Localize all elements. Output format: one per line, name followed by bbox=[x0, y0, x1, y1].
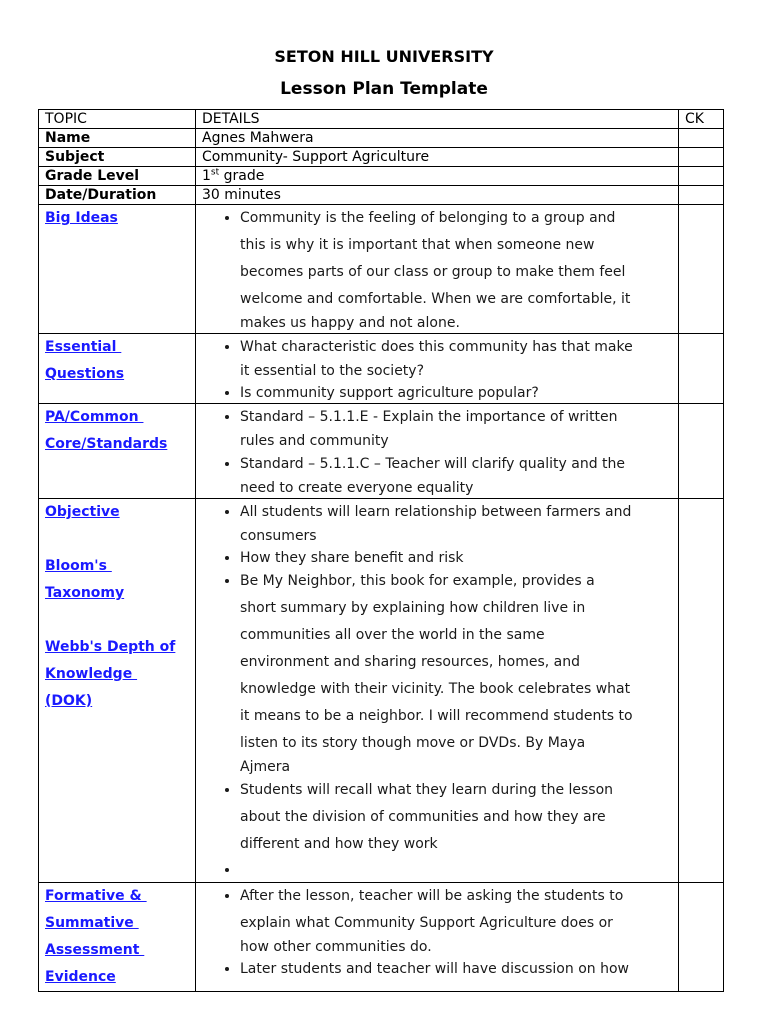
essential-questions-link[interactable] bbox=[45, 334, 195, 388]
subject-value: Community- Support Agriculture bbox=[196, 148, 679, 167]
objective-label-cell bbox=[39, 499, 196, 883]
row-duration bbox=[39, 186, 724, 205]
text-line: it means to be a neighbor. I will recommend students to bbox=[240, 708, 633, 724]
text-line: Ajmera bbox=[240, 759, 291, 775]
ck-cell bbox=[679, 167, 724, 186]
name-value: Agnes Mahwera bbox=[196, 129, 679, 148]
list-item bbox=[240, 777, 678, 858]
text-line: communities all over the world in the same bbox=[240, 627, 545, 643]
table-header-row bbox=[39, 110, 724, 129]
text-line: makes us happy and not alone. bbox=[240, 315, 460, 331]
big-ideas-link[interactable]: Big Ideas bbox=[45, 210, 118, 226]
text-line: need to create everyone equality bbox=[240, 480, 474, 496]
essential-details bbox=[196, 334, 679, 404]
ck-cell bbox=[679, 148, 724, 167]
list-item bbox=[240, 381, 678, 403]
ck-cell bbox=[679, 129, 724, 148]
text-line: about the division of communities and how they are bbox=[240, 809, 606, 825]
grade-value bbox=[196, 167, 679, 186]
header-details: DETAILS bbox=[196, 110, 679, 129]
text-line: environment and sharing resources, homes, and bbox=[240, 654, 580, 670]
blooms-taxonomy-link[interactable] bbox=[45, 553, 195, 607]
list-item bbox=[240, 499, 678, 546]
row-subject bbox=[39, 148, 724, 167]
row-assessment bbox=[39, 883, 724, 992]
ck-cell bbox=[679, 186, 724, 205]
duration-label: Date/Duration bbox=[39, 186, 196, 205]
text-line: • Standard – 5.1.1.E - Explain the importance of written bbox=[240, 409, 618, 425]
ck-cell bbox=[679, 404, 724, 499]
row-name bbox=[39, 129, 724, 148]
list-item-empty bbox=[240, 858, 678, 882]
name-label: Name bbox=[39, 129, 196, 148]
list-item bbox=[240, 205, 678, 333]
text-line: • Later students and teacher will have discussion on how bbox=[240, 961, 629, 977]
link-text: Knowledge bbox=[45, 666, 138, 682]
link-text: Bloom's bbox=[45, 558, 112, 574]
text-line: consumers bbox=[240, 528, 317, 544]
row-big-ideas bbox=[39, 205, 724, 334]
list-item bbox=[240, 451, 678, 498]
text-line: • Is community support agriculture popular? bbox=[240, 385, 539, 401]
link-text: Formative & bbox=[45, 888, 147, 904]
link-text: PA/Common bbox=[45, 409, 144, 425]
ck-cell bbox=[679, 499, 724, 883]
lesson-plan-table bbox=[38, 109, 724, 992]
ck-cell bbox=[679, 205, 724, 334]
link-text: Taxonomy bbox=[45, 585, 125, 601]
grade-suffix: st bbox=[210, 167, 220, 178]
text-line: rules and community bbox=[240, 433, 389, 449]
text-line: becomes parts of our class or group to make them feel bbox=[240, 264, 626, 280]
list-item bbox=[240, 883, 678, 957]
text-line: explain what Community Support Agriculture does or bbox=[240, 915, 613, 931]
text-line: • What characteristic does this community has that make bbox=[240, 339, 633, 355]
text-line: welcome and comfortable. When we are comfortable, it bbox=[240, 291, 631, 307]
list-item bbox=[240, 568, 678, 777]
grade-word: grade bbox=[219, 168, 265, 184]
header-topic: TOPIC bbox=[39, 110, 196, 129]
row-objective bbox=[39, 499, 724, 883]
big-ideas-details bbox=[196, 205, 679, 334]
list-item bbox=[240, 546, 678, 568]
text-line: • Students will recall what they learn during the lesson bbox=[240, 782, 614, 798]
row-grade bbox=[39, 167, 724, 186]
essential-label-cell bbox=[39, 334, 196, 404]
subject-label: Subject bbox=[39, 148, 196, 167]
text-line: • Be My Neighbor, this book for example, provides a bbox=[240, 573, 595, 589]
text-line: • Community is the feeling of belonging to a group and bbox=[240, 210, 616, 226]
text-line: • After the lesson, teacher will be asking the students to bbox=[240, 888, 624, 904]
university-title: SETON HILL UNIVERSITY bbox=[274, 47, 494, 66]
link-text: Summative bbox=[45, 915, 139, 931]
duration-value: 30 minutes bbox=[196, 186, 679, 205]
assessment-evidence-link[interactable] bbox=[45, 883, 195, 991]
standards-details bbox=[196, 404, 679, 499]
link-text: Essential bbox=[45, 339, 122, 355]
assessment-label-cell bbox=[39, 883, 196, 992]
text-line: knowledge with their vicinity. The book celebrates what bbox=[240, 681, 631, 697]
row-standards bbox=[39, 404, 724, 499]
link-text: Webb's Depth of bbox=[45, 639, 176, 655]
link-text: Evidence bbox=[45, 969, 116, 985]
text-line: how other communities do. bbox=[240, 939, 432, 955]
header-ck: CK bbox=[679, 110, 724, 129]
text-line: different and how they work bbox=[240, 836, 438, 852]
text-line: this is why it is important that when someone new bbox=[240, 237, 595, 253]
link-text: Core/Standards bbox=[45, 436, 168, 452]
list-item bbox=[240, 334, 678, 381]
text-line: short summary by explaining how children live in bbox=[240, 600, 586, 616]
ck-cell bbox=[679, 883, 724, 992]
text-line: it essential to the society? bbox=[240, 363, 425, 379]
big-ideas-label-cell bbox=[39, 205, 196, 334]
grade-number: 1 bbox=[202, 168, 211, 184]
text-line: • How they share benefit and risk bbox=[240, 550, 464, 566]
link-text: Questions bbox=[45, 366, 125, 382]
objective-details bbox=[196, 499, 679, 883]
ck-cell bbox=[679, 334, 724, 404]
list-item bbox=[240, 404, 678, 451]
link-text: (DOK) bbox=[45, 693, 93, 709]
webbs-dok-link[interactable] bbox=[45, 634, 195, 715]
objective-link[interactable]: Objective bbox=[45, 504, 120, 520]
text-line: • All students will learn relationship between farmers and bbox=[240, 504, 632, 520]
standards-link[interactable] bbox=[45, 404, 195, 458]
template-title: Lesson Plan Template bbox=[280, 79, 488, 99]
grade-label: Grade Level bbox=[39, 167, 196, 186]
text-line: listen to its story though move or DVDs. By Maya bbox=[240, 735, 586, 751]
text-line: • Standard – 5.1.1.C – Teacher will clarify quality and the bbox=[240, 456, 625, 472]
assessment-details bbox=[196, 883, 679, 992]
row-essential-questions bbox=[39, 334, 724, 404]
list-item bbox=[240, 957, 678, 981]
link-text: Assessment bbox=[45, 942, 145, 958]
standards-label-cell bbox=[39, 404, 196, 499]
